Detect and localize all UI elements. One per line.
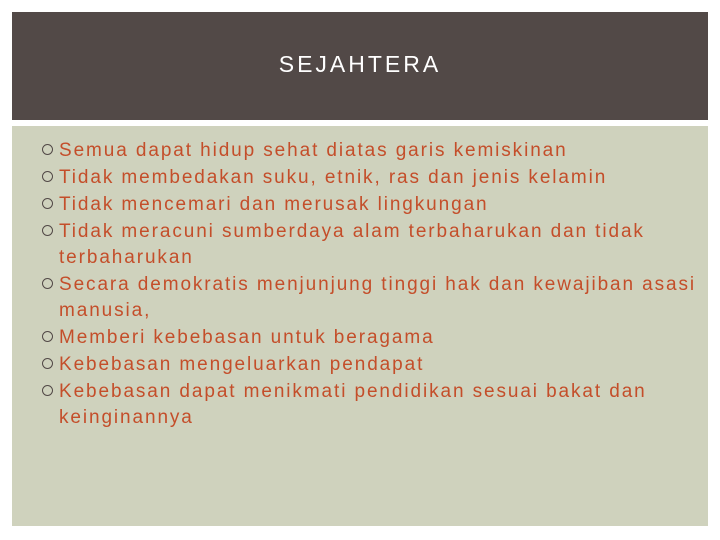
bullet-text: Kebebasan mengeluarkan pendapat	[59, 354, 425, 375]
title-bar	[12, 12, 708, 120]
bullet-text: Semua dapat hidup sehat diatas garis kemiskinan	[59, 140, 568, 161]
circle-outline-icon	[42, 358, 53, 369]
bullet-item	[12, 379, 702, 431]
bullet-text: Memberi kebebasan untuk beragama	[59, 327, 435, 348]
content-box	[12, 126, 708, 526]
bullet-item	[12, 192, 702, 218]
bullet-item	[12, 352, 702, 378]
circle-outline-icon	[42, 198, 53, 209]
slide-title: SEJAHTERA	[278, 50, 442, 77]
circle-outline-icon	[42, 278, 53, 289]
bullet-text: Tidak meracuni sumberdaya alam terbaharukan dan tidak terbaharukan	[59, 221, 645, 268]
bullet-item	[12, 325, 702, 351]
circle-outline-icon	[42, 225, 53, 236]
circle-outline-icon	[42, 171, 53, 182]
bullet-item	[12, 138, 702, 164]
bullet-text: Tidak membedakan suku, etnik, ras dan jenis kelamin	[59, 167, 608, 188]
bullet-item	[12, 219, 702, 271]
bullet-text: Tidak mencemari dan merusak lingkungan	[59, 194, 489, 215]
circle-outline-icon	[42, 331, 53, 342]
bullet-list	[12, 138, 702, 431]
bullet-item	[12, 165, 702, 191]
bullet-text: Kebebasan dapat menikmati pendidikan sesuai bakat dan keinginannya	[59, 381, 647, 428]
bullet-text: Secara demokratis menjunjung tinggi hak dan kewajiban asasi manusia,	[59, 274, 697, 321]
circle-outline-icon	[42, 144, 53, 155]
bullet-item	[12, 272, 702, 324]
circle-outline-icon	[42, 385, 53, 396]
